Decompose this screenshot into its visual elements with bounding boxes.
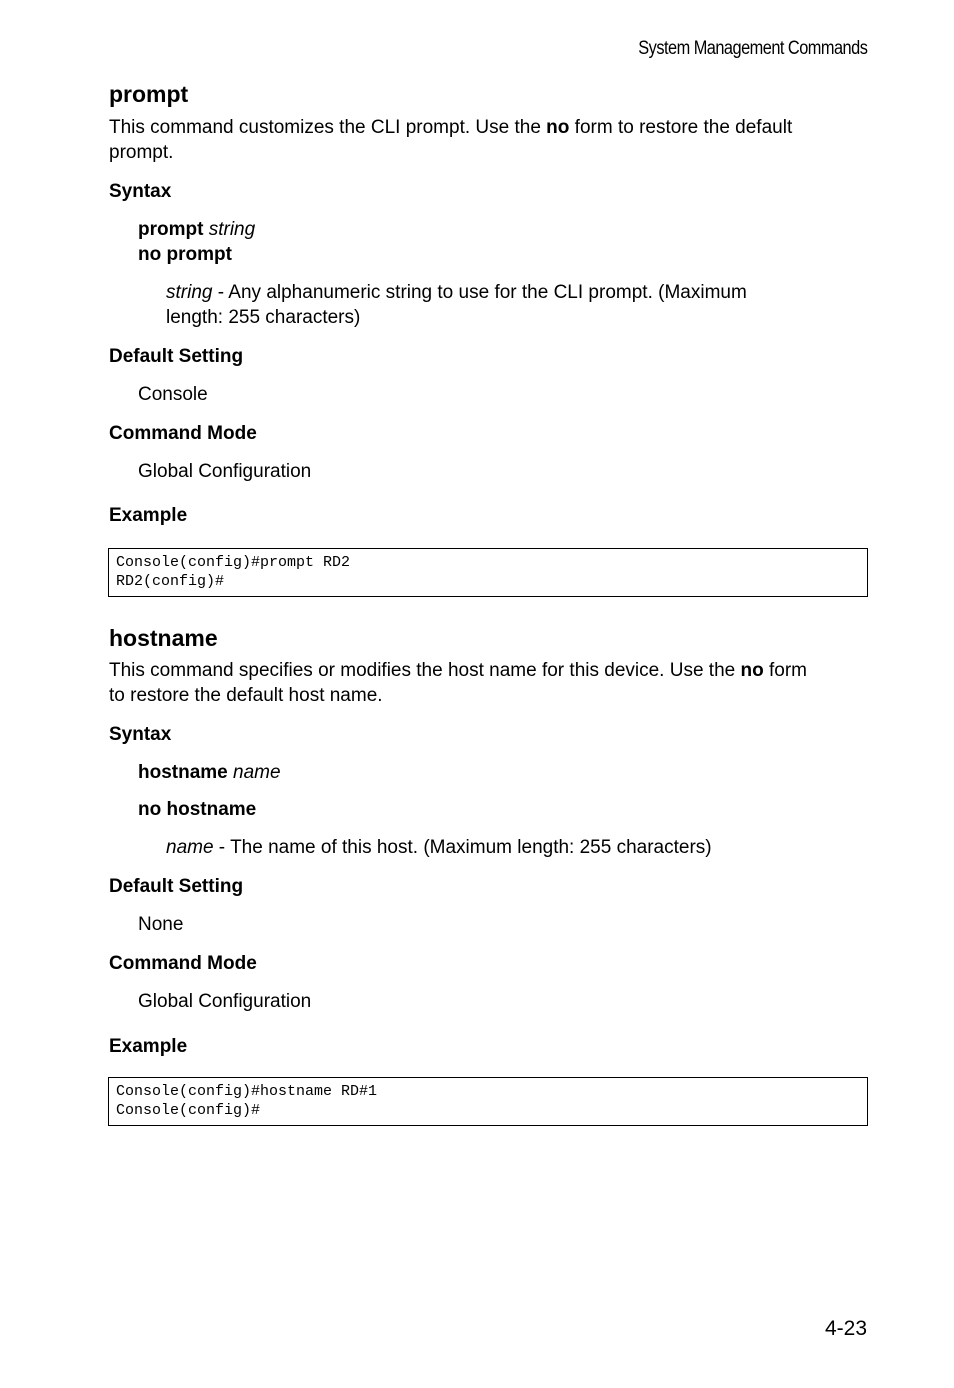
code-line: RD2(config)#	[116, 573, 225, 590]
code-example-box	[108, 548, 868, 597]
parameter-name: name	[166, 837, 214, 858]
syntax-param: string	[208, 219, 256, 240]
syntax-command: prompt	[138, 219, 204, 240]
page-number: 4-23	[824, 1317, 867, 1340]
parameter-text: - The name of this host. (Maximum length: 255 characters)	[213, 837, 712, 858]
syntax-heading: Syntax	[109, 181, 172, 202]
syntax-line	[138, 217, 255, 242]
command-mode-value: Global Configuration	[138, 991, 312, 1012]
command-mode-heading: Command Mode	[109, 953, 257, 974]
description-text: to restore the default host name.	[109, 685, 383, 706]
code-line: Console(config)#	[116, 1102, 261, 1119]
example-heading: Example	[109, 1036, 188, 1057]
syntax-line	[138, 797, 256, 822]
command-mode-value: Global Configuration	[138, 461, 312, 482]
description-text: This command specifies or modifies the host name for this device. Use the	[109, 660, 741, 681]
code-line: Console(config)#hostname RD#1	[116, 1083, 378, 1100]
example-heading: Example	[109, 505, 188, 526]
parameter-description	[166, 835, 866, 860]
default-setting-heading: Default Setting	[109, 876, 244, 897]
no-keyword: no	[546, 117, 570, 138]
default-setting-value: Console	[138, 384, 208, 405]
description-text: This command customizes the CLI prompt. Use the	[109, 117, 547, 138]
syntax-command: no prompt	[138, 244, 232, 265]
description-text: form to restore the default	[569, 117, 793, 138]
default-setting-value: None	[138, 914, 184, 935]
syntax-command: no hostname	[138, 799, 257, 820]
syntax-param: name	[233, 762, 281, 783]
command-title-hostname: hostname	[109, 625, 218, 651]
description-text: prompt.	[109, 142, 174, 163]
code-example-box	[108, 1077, 868, 1126]
parameter-text: - Any alphanumeric string to use for the CLI prompt. (Maximum	[212, 282, 747, 303]
description-text: form	[763, 660, 807, 681]
no-keyword: no	[740, 660, 764, 681]
command-title-prompt: prompt	[109, 81, 189, 107]
syntax-line	[138, 242, 232, 267]
syntax-heading: Syntax	[109, 724, 172, 745]
command-mode-heading: Command Mode	[109, 423, 257, 444]
default-setting-heading: Default Setting	[109, 346, 244, 367]
parameter-text: length: 255 characters)	[166, 307, 361, 328]
command-description-prompt	[109, 115, 869, 165]
parameter-description	[166, 280, 826, 330]
code-line: Console(config)#prompt RD2	[116, 554, 351, 571]
command-description-hostname	[109, 658, 869, 708]
parameter-name: string	[166, 282, 213, 303]
syntax-line	[138, 760, 281, 785]
running-header: System Management Commands	[637, 38, 867, 59]
syntax-command: hostname	[138, 762, 228, 783]
